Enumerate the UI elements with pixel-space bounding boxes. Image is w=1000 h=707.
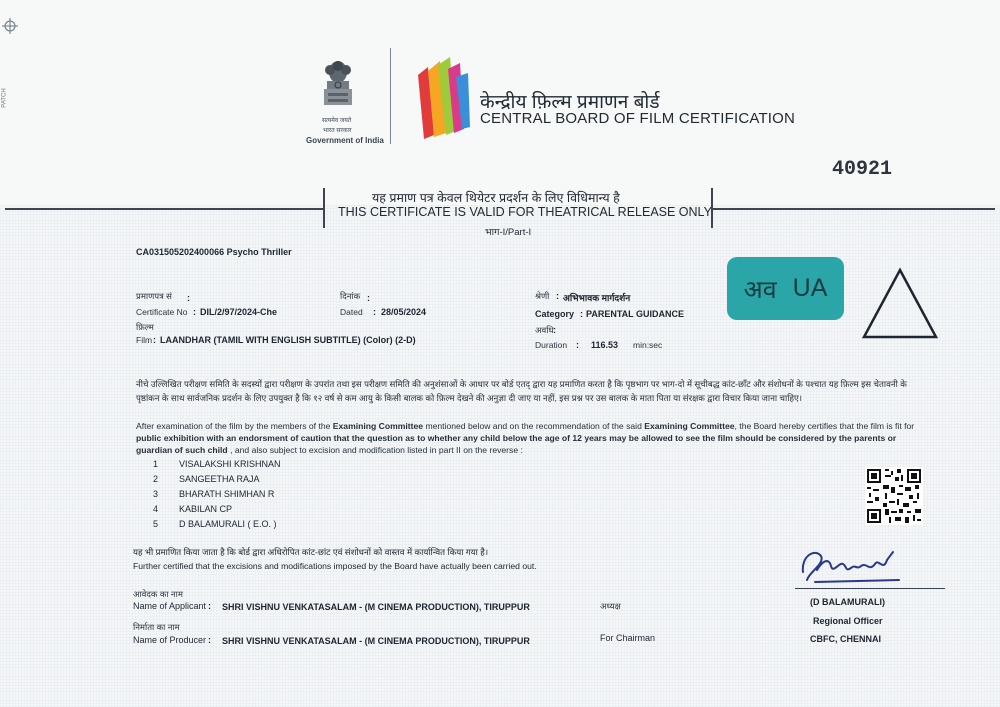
- chairman-hindi: अध्यक्ष: [600, 601, 621, 611]
- category-value-hindi: अभिभावक मार्गदर्शन: [563, 293, 631, 303]
- further-english: Further certified that the excisions and modifications imposed by the Board have actually been carried out.: [133, 561, 537, 571]
- triangle-symbol-icon: [860, 265, 940, 340]
- committee-name: SANGEETHA RAJA: [179, 474, 260, 484]
- committee-num: 4: [153, 504, 159, 514]
- applicant-label: Name of Applicant: [133, 601, 207, 611]
- rule-left-end: [323, 188, 325, 228]
- cbfc-logo-icon: [412, 55, 472, 145]
- rating-english: UA: [792, 274, 828, 302]
- film-colon: :: [153, 335, 156, 345]
- en-part-5: , the Board hereby certifies that the film is fit for: [734, 421, 915, 431]
- committee-num: 1: [153, 459, 159, 469]
- film-value: LAANDHAR (TAMIL WITH ENGLISH SUBTITLE) (Color) (2-D): [160, 335, 416, 345]
- further-hindi: यह भी प्रमाणित किया जाता है कि बोर्ड द्वारा अधिरोपित कांट-छांट एवं संशोधनों को वास्तव में कार्यान्वित किया गया है।: [133, 547, 489, 557]
- rating-badge: [727, 257, 844, 320]
- signatory-title: Regional Officer: [813, 616, 883, 626]
- cert-no-colon: :: [193, 307, 196, 317]
- english-paragraph: [136, 420, 916, 456]
- rule-left: [5, 208, 325, 210]
- state-emblem-icon: [318, 58, 358, 116]
- en-part-3: mentioned below and on the recommendation of the said: [423, 421, 645, 431]
- duration-label-hindi: अवधि: [535, 325, 554, 335]
- committee-num: 3: [153, 489, 159, 499]
- cert-no-value: DIL/2/97/2024-Che: [200, 307, 278, 317]
- validity-english: THIS CERTIFICATE IS VALID FOR THEATRICAL RELEASE ONLY: [338, 205, 712, 219]
- committee-name: BHARATH SHIMHAN R: [179, 489, 275, 499]
- en-part-7: , and also subject to excision and modification listed in part II on the reverse :: [227, 445, 523, 455]
- film-label-hindi: फ़िल्म: [136, 322, 154, 332]
- validity-part: भाग-I/Part-I: [485, 227, 532, 238]
- duration-colon: :: [576, 340, 579, 350]
- signature-icon: [795, 542, 905, 587]
- en-part-4: Examining Committee: [644, 421, 735, 431]
- date-label: Dated: [340, 307, 363, 317]
- duration-label: Duration: [535, 340, 568, 350]
- date-value: 28/05/2024: [381, 307, 427, 317]
- cert-no-label: Certificate No: [136, 307, 188, 317]
- date-label-colon: :: [367, 293, 370, 303]
- committee-num: 2: [153, 474, 159, 484]
- serial-number: 40921: [832, 158, 893, 181]
- govt-hindi: भारत सरकार: [323, 128, 352, 134]
- committee-name: KABILAN CP: [179, 504, 233, 514]
- signatory-office: CBFC, CHENNAI: [810, 634, 881, 644]
- en-part-6: public exhibition with an endorsment of caution that the question as to whether any child below the age of 12 years may be allowed to see the film should be considered by the parents or guardian of such child: [136, 433, 897, 455]
- en-part-2: Examining Committee: [332, 421, 424, 431]
- producer-label-hindi: निर्माता का नाम: [133, 622, 180, 632]
- committee-num: 5: [153, 519, 159, 529]
- cert-no-label-colon: :: [187, 293, 190, 303]
- duration-value: 116.53: [591, 340, 619, 350]
- category-label: Category: [535, 309, 575, 319]
- category-label-hindi: श्रेणी: [535, 291, 550, 301]
- rating-hindi: अव: [743, 275, 777, 304]
- signature-line: [795, 588, 945, 589]
- film-label: Film: [136, 335, 153, 345]
- producer-value: SHRI VISHNU VENKATASALAM - (M CINEMA PRODUCTION), TIRUPPUR: [222, 636, 530, 646]
- govt-english: Government of India: [306, 136, 384, 145]
- side-mark: PATCH: [1, 88, 8, 108]
- header-divider: [390, 48, 391, 144]
- board-hindi: केन्द्रीय फ़िल्म प्रमाणन बोर्ड: [480, 92, 660, 113]
- duration-unit: min:sec: [633, 340, 663, 350]
- for-chairman: For Chairman: [600, 633, 656, 643]
- validity-hindi: यह प्रमाण पत्र केवल थियेटर प्रदर्शन के लिए विधिमान्य है: [372, 191, 620, 205]
- applicant-value: SHRI VISHNU VENKATASALAM - (M CINEMA PRODUCTION), TIRUPPUR: [222, 602, 530, 612]
- duration-hindi-colon: :: [553, 325, 556, 335]
- category-hindi-colon: :: [556, 291, 559, 301]
- producer-label: Name of Producer: [133, 635, 207, 645]
- producer-colon: :: [208, 635, 211, 645]
- applicant-label-hindi: आवेदक का नाम: [133, 589, 183, 599]
- applicant-colon: :: [208, 601, 211, 611]
- rule-right: [712, 208, 995, 210]
- qr-code-icon: [865, 467, 923, 525]
- signatory-name: (D BALAMURALI): [810, 597, 885, 607]
- date-label-hindi: दिनांक: [340, 291, 361, 301]
- emblem-motto: सत्यमेव जयते: [322, 118, 352, 124]
- en-part-1: After examination of the film by the members of the: [136, 421, 333, 431]
- committee-name: D BALAMURALI ( E.O. ): [179, 519, 277, 529]
- board-english: CENTRAL BOARD OF FILM CERTIFICATION: [480, 110, 796, 127]
- category-value: PARENTAL GUIDANCE: [586, 309, 685, 319]
- reference-line: CA031505202400066 Psycho Thriller: [136, 247, 292, 257]
- hindi-paragraph: नीचे उल्लिखित परीक्षण समिति के सदस्यों द्वारा परीक्षण के उपरांत तथा इस परीक्षण समिति की अनुशंसाओं के आधार पर बोर्ड एतद् द्वारा यह प्रमाणित करता है कि पृष्ठभाग पर भाग-दो में सूचीबद्ध कांट-छाँट और संशोधनों के पश्चात यह फ़िल्म इस चेतावनी के पृष्ठांकन के साथ सार्वजनिक प्रदर्शन के लिए उपयुक्त है कि १२ वर्ष से कम आयु के किसी बालक को फ़िल्म देखने की अनुज्ञा दी जाए या नहीं, इस प्रश्न पर उस बालक के माता पिता या संरक्षक द्वारा विचार किया जाना चाहिए।: [136, 379, 907, 403]
- date-colon: :: [373, 307, 376, 317]
- crosshair-icon: [2, 18, 18, 34]
- committee-name: VISALAKSHI KRISHNAN: [179, 459, 281, 469]
- cert-no-label-hindi: प्रमाणपत्र सं: [136, 291, 172, 301]
- category-colon: :: [580, 309, 583, 319]
